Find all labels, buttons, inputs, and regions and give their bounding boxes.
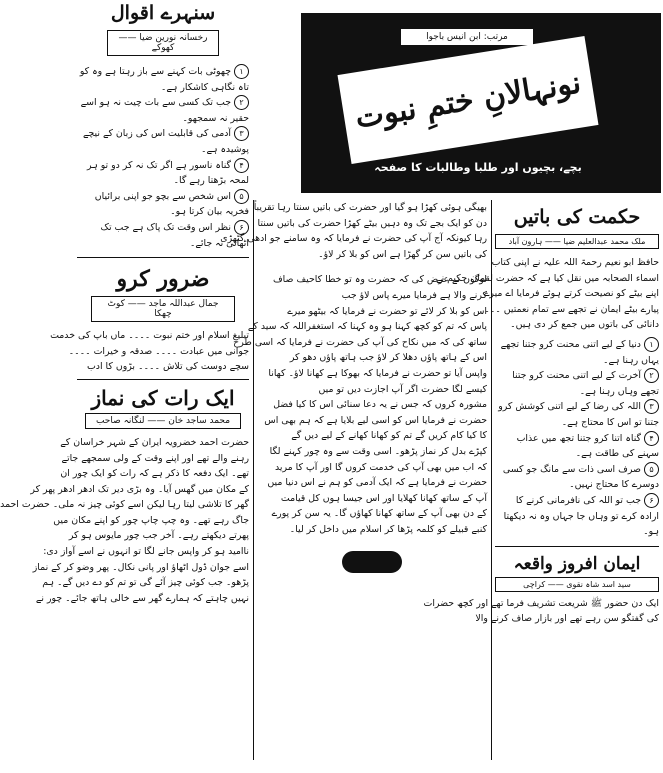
list-item: ۵صرف اسی ذات سے مانگ جو کسی دوسرے کا محتاج نہیں۔	[502, 463, 659, 491]
list-item: ۲جب تک کسی سے بات چیت نہ ہو اسے حقیر نہ سمجھو۔	[80, 97, 249, 124]
banner-edited-by: مرتب: ابن انیس باجوا	[401, 29, 533, 45]
page-banner	[301, 13, 661, 193]
text-line: حافظ ابو نعیم رحمۃ اللہ علیہ نے اپنی کتاب	[491, 257, 659, 268]
text-line: کے دن بھی آپ کے ساتھ کھانا کھاؤں گا۔ یہ سن کر پورے	[271, 508, 487, 520]
text-line: کی گفتگو سن رہے تھے اور بازار صاف کرنے والا	[475, 613, 659, 625]
text-line: دانائی کی باتوں میں جمع کر دی ہیں۔	[510, 319, 659, 331]
divider	[495, 546, 659, 547]
list-item: ۳آدمی کی قابلیت اس کی زبان کے نیچے پوشیدہ ہے۔	[83, 128, 249, 155]
list-item: ۴گناہ ناسور ہے اگر تک نہ کر دو تو ہر لمحہ بڑھتا رہے گا۔	[87, 159, 249, 187]
text-line: رہنے والے تھے اور اپنے وقت کے ولی سمجھے جاتے	[61, 452, 249, 464]
text-line: مشورہ کروں کہ جس نے یہ دعا سنائی اس کا کیا فضل	[273, 399, 487, 411]
do-this-title: ضرور کرو	[116, 266, 210, 293]
text-line: آپ کے ساتھ کھانا کھلایا اور اس جیسا ہوں کل قیامت	[280, 492, 487, 504]
text-line: پاس کہ تم کو کچھ کہنا ہو وہ کہنا کہ استغفراللہ کہ سید کے	[247, 321, 487, 333]
text-line: حضرت نے فرمایا اس کو اسی لیے بلایا ہے کہ ہم بھی اس	[264, 414, 487, 426]
text-line: دن کو ایک بجے تک وہ دہیں بیٹے کھڑا حضرت کی باتیں سنتا	[257, 217, 487, 229]
banner-subtitle: بچے، بچیوں اور طلبا وطالبات کا صفحہ	[374, 161, 582, 174]
ornament-icon	[342, 551, 402, 573]
text-line: اسماء الصحابہ میں نقل کیا ہے کہ حضرت لقمان حکیم نے	[436, 272, 659, 284]
divider	[77, 257, 249, 258]
list-item: ۴گناہ اتنا کرو جتنا تجھ میں عذاب سہنے کی طاقت ہے۔	[516, 432, 659, 460]
list-item: ۶جب تو اللہ کی نافرمانی کرنے کا ارادہ کرے تو وہاں جا جہاں وہ نہ دیکھتا ہو۔	[503, 494, 659, 538]
text-line: کے مکان میں گھس آیا۔ وہ بڑی دیر تک ادھر ادھر پھر کر	[30, 483, 249, 495]
list-item: ۲آخرت کے لیے اتنی محنت کرو جتنا تجھے وہاں رہنا ہے۔	[512, 370, 659, 397]
faith-story-byline: سید اسد شاہ نقوی —— کراچی	[495, 577, 659, 592]
text-line: اپنے بیٹے کو نصیحت کرتے ہوئے فرمایا اے میرے	[483, 288, 659, 300]
list-item: ۱چھوٹی بات کہنے سے باز رہتا ہے وہ کو تاہ نگاہی کاشکار ہے۔	[79, 66, 249, 93]
text-line: پڑھو۔ جب کوئی چیز آئے گی تو تم کو دے دیں گے۔ ہم	[42, 577, 249, 589]
text-line: تھے۔ ایک دفعہ کا ذکر ہے کہ رات کو ایک چور ان	[60, 468, 249, 480]
divider	[77, 379, 249, 380]
text-line: کا کیا کام کریں گے تم کو کھانا کھانے کے لیے دیں گے	[291, 430, 487, 442]
night-prayer-byline: محمد ساجد خان —— لنگانہ صاحب	[85, 413, 241, 429]
text-line: جاگ رہے تھے۔ وہ چپ چاپ چور کو اپنے مکان میں	[53, 514, 249, 526]
list-item: ۵اس شخص سے بچو جو اپنی برائیاں فخریہ بیان کرتا ہو۔	[94, 190, 249, 218]
column-rule	[253, 200, 254, 760]
left-column	[0, 0, 249, 773]
sayings-title: سنہرے اقوال	[110, 2, 216, 24]
banner-title: نونہالانِ ختمِ نبوت	[337, 36, 598, 164]
text-line: کنبے قبیلے کو کلمہ پڑھا کر اسلام میں داخل کر لیا۔	[289, 523, 487, 535]
text-line: پیارے بیٹے ایمان نے تجھے سے تمام نعمتیں ۔۔۔	[484, 303, 659, 315]
list-item: ۳اللہ کی رضا کے لیے اتنی کوشش کرو جتنا تو اس کا محتاج ہے۔	[498, 401, 659, 428]
text-line: رہا کیونکہ آج آپ کی حضرت نے فرمایا کہ وہ سامنے جو ادھی گٹھڑی	[220, 233, 487, 245]
text-line: واپس آیا تو حضرت نے فرمایا کہ بھوکا ہے کھانا لاؤ۔ کھانا	[268, 367, 487, 379]
night-prayer-title: ایک رات کی نماز	[91, 385, 235, 410]
text-line: سچے دوست کی تلاش ۔۔۔۔ بڑوں کا ادب	[86, 361, 249, 373]
text-line: کرنے والا ہے فرمایا میرے پاس لاؤ جب	[341, 289, 487, 301]
faith-story-title: ایمان افروز واقعہ	[513, 553, 641, 574]
text-line: نہیں چاہتے کہ ہمارے گھر سے خالی ہاتھ جائے۔ چور نے	[35, 592, 249, 604]
text-line: کی باتیں سن کر گھڑا ہے اس کو بلا کر لاؤ۔	[318, 248, 487, 260]
text-line: اس کو بلا کر لائے تو حضرت نے فرمایا کہ بیٹھو میرے	[287, 305, 487, 317]
text-line: ساتھ کی کہ میں نکاح کی آپ کی حضرت نے فرمایا کہ اسی طرح	[233, 336, 487, 348]
text-line: لوگوں نے عرض کی کہ حضرت وہ تو خطا کاحیف صاف	[272, 274, 487, 286]
wisdom-list	[495, 337, 659, 540]
text-line: اسے جوان ڈول اٹھاؤ اور پانی نکال۔ پھر وضو کر کے نماز	[32, 561, 249, 573]
text-line: گھر کا تلاشی لیتا رہا لیکن اسے کوئی چیز نہ ملی۔ حضرت احمد	[0, 499, 249, 511]
list-item: ۱دنیا کے لیے اتنی محنت کرو جتنا تجھے یہاں رہنا ہے۔	[500, 338, 659, 366]
text-line: حضرت نے فرمایا ہے کہ ایک آدمی کو ہم نے اس دنیا میں	[267, 477, 487, 489]
text-line: حضرت احمد خضرویہ ایران کے شہر خراسان کے	[60, 436, 249, 448]
text-line: کہ اب میں بھی آپ کی خدمت کروں گا اور آپ کا مرید	[274, 461, 487, 473]
text-line: جوانی میں عبادت ۔۔۔۔ صدقہ و خیرات ۔۔۔۔	[68, 345, 249, 357]
list-item: ۶نظر اس وقت تک پاک ہے جب تک اٹھائی نہ جائے۔	[100, 221, 249, 249]
text-line: ایک دن حضور ﷺ شریعت تشریف فرما تھے اور کچھ حضرات	[423, 597, 659, 609]
sayings-list	[77, 64, 249, 251]
do-this-byline: جمال عبداللہ ماجد —— کوٹ چھکا	[91, 296, 235, 322]
wisdom-title: حکمت کی باتیں	[513, 206, 641, 228]
text-line: اس کے ہاتھ پاؤں دھلا کر لاؤ جب ہاتھ پاؤں دھو کر	[289, 352, 487, 364]
text-line: بھیگی ہوئی کھڑا ہو گیا اور حضرت کی باتیں سنتا رہا تقریباً	[253, 202, 487, 213]
sayings-byline: رخسانہ نورین ضیا —— کھوکے	[107, 30, 219, 56]
wisdom-byline: ملک محمد عبدالعلیم ضیا —— ہارون آباد	[495, 234, 659, 249]
text-line: تبلیغ اسلام اور ختم نبوت ۔۔۔۔ ماں باپ کی خدمت	[50, 330, 249, 342]
right-column	[423, 200, 659, 773]
text-line: پھرتے دیکھتے رہے۔ آخر جب چور مایوس ہو کر	[68, 530, 249, 542]
text-line: کیسے لگا حضرت اگر آپ اجازت دیں تو میں	[318, 383, 487, 395]
text-line: ناامید ہو کر واپس جانے لگا تو انہوں نے اسے آواز دی:	[43, 546, 249, 558]
text-line: کپڑے بدل کر نماز پڑھو۔ اسی وقت سے وہ چور کہنے لگا	[269, 445, 487, 457]
